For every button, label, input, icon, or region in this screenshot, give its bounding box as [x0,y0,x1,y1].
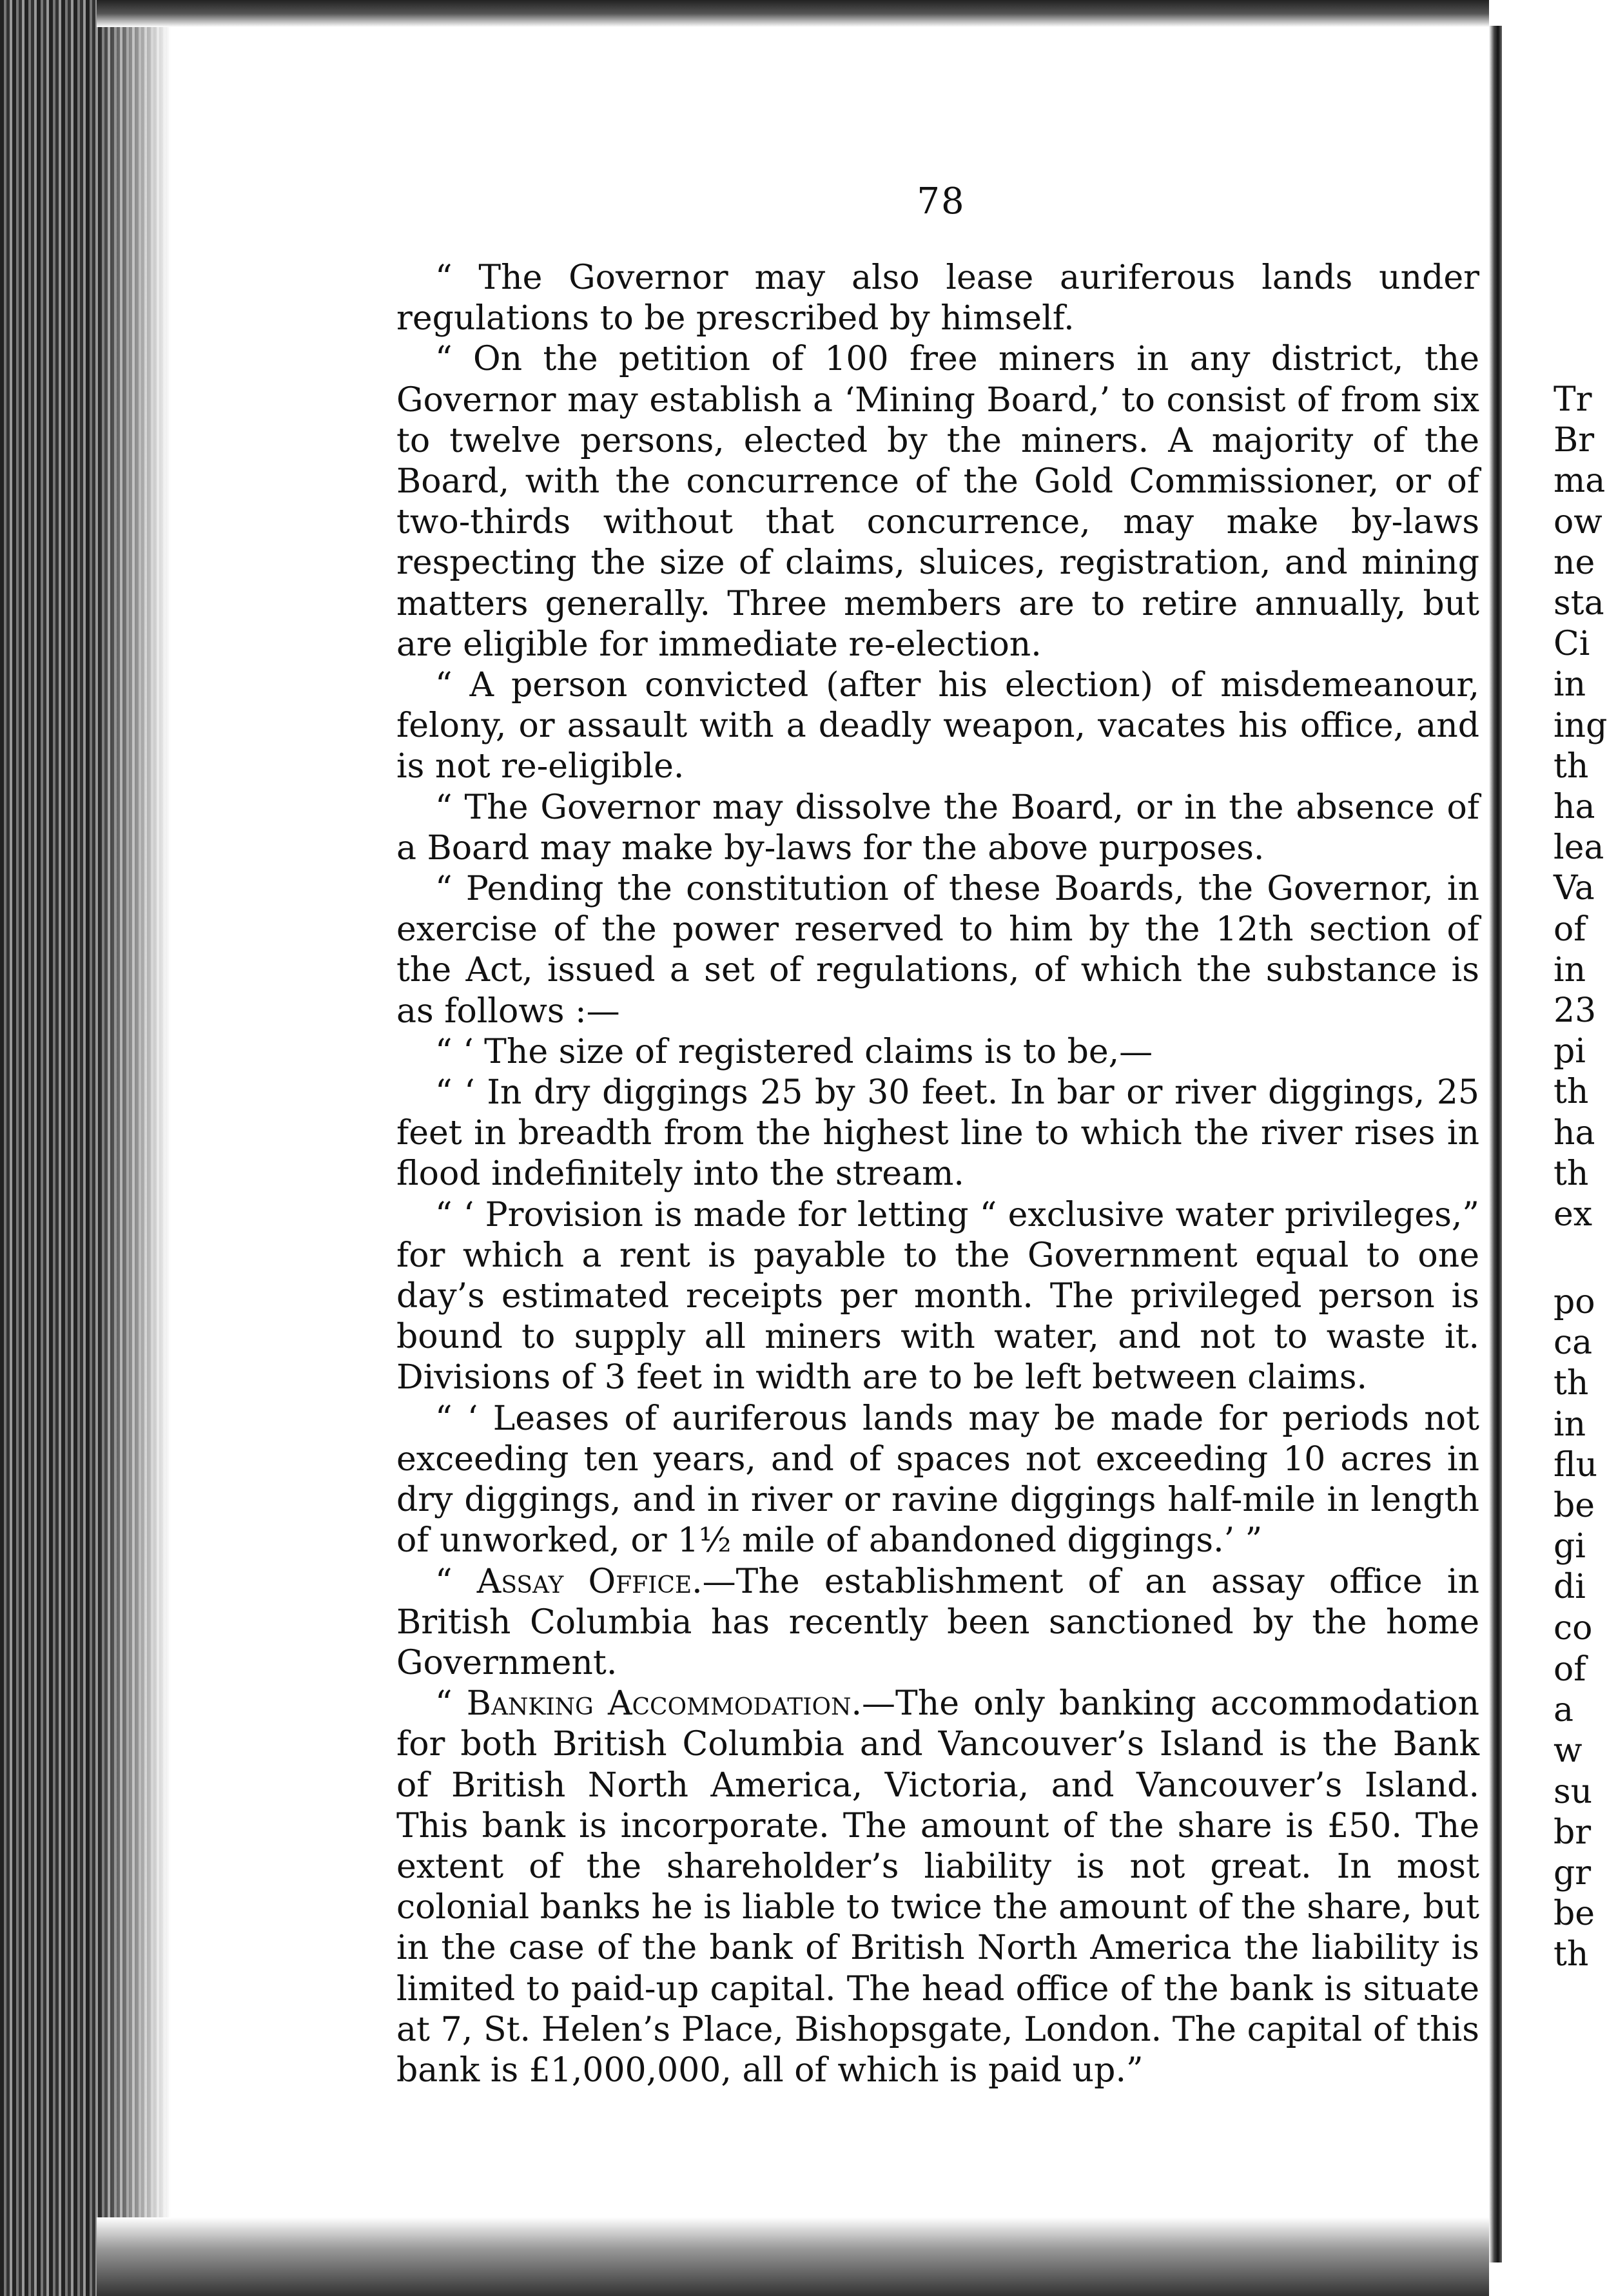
book-gutter [1489,26,1502,2262]
facing-page-fragment: th [1553,1154,1589,1193]
facing-page-margin [1502,0,1607,2296]
facing-page-fragment: su [1553,1772,1593,1811]
facing-page-fragment: ex [1553,1195,1593,1234]
facing-page-fragment: ha [1553,1113,1595,1153]
paragraph: “ ‘ Leases of auriferous lands may be made for periods not exceeding ten years, and of spaces not exceeding 10 acres in dry diggings, and in river or ravine diggings half-mile in length of unworked, or 1½ mile of abandoned diggings.’ ” [396,1399,1479,1561]
facing-page-fragment: 23 [1553,991,1597,1030]
facing-page-fragment: ha [1553,788,1595,826]
facing-page-fragment: Tr [1553,380,1592,419]
facing-page-fragment: a [1553,1691,1574,1730]
facing-page-fragment: Br [1553,421,1595,460]
facing-page-fragment: po [1553,1283,1595,1321]
facing-page-fragment: ca [1553,1323,1593,1363]
facing-page-fragment: in [1553,665,1586,705]
paragraph: “ A person convicted (after his election) of misdemeanour, felony, or assault with a deadly weapon, vacates his office, and is not re-eligible. [396,666,1479,786]
paragraph: “ ‘ In dry diggings 25 by 30 feet. In bar or river diggings, 25 feet in breadth from the highest line to which the river rises in flood indefinitely into the stream. [396,1073,1479,1194]
assay-office-paragraph [396,1562,1479,1684]
facing-page-fragment: di [1553,1568,1586,1607]
banking-text: —The only banking accommodation for both British Columbia and Vancouver’s Island is the Bank of British North America, Victoria, and Vancouver’s Island. This bank is incorporate. The amount of the share is £50. The extent of the shareholder’s liability is not great. In most colonial banks he is liable to twice the amount of the share, but in the case of the bank of British North America the liability is limited to paid-up capital. The head office of the bank is situate at 7, St. Helen’s Place, Bishopsgate, London. The capital of this bank is £1,000,000, all of which is paid up.” [396,1684,1479,2090]
facing-page-fragment: th [1553,1935,1589,1974]
facing-page-fragment: ow [1553,502,1602,541]
paragraph: “ ‘ Provision is made for letting “ exclusive water privileges,” for which a rent is payable to the Government equal to one day’s estimated receipts per month. The privileged person is bound to supply all miners with water, and not to waste it. Divisions of 3 feet in width are to be left between claims. [396,1195,1479,1397]
facing-page-fragment: th [1553,746,1589,786]
facing-page-fragment: th [1553,1364,1589,1403]
paragraph: “ On the petition of 100 free miners in any district, the Governor may establish a ‘Mining Board,’ to consist of from six to twelve persons, elected by the miners. A majority of the Board, with the concurrence of the Gold Commissioner, or of two-thirds without that concurrence, may make by-laws respecting the size of claims, sluices, registration, and mining matters generally. Three members are to retire annually, but are eligible for immediate re-election. [396,340,1479,664]
book-edge-top [97,0,1489,27]
facing-page-fragment: gi [1553,1527,1586,1566]
facing-page-fragment: ma [1553,462,1606,501]
paragraph: “ The Governor may dissolve the Board, or in the absence of a Board may make by-laws for the above purposes. [396,788,1479,868]
facing-page-fragment: w [1553,1731,1583,1771]
facing-page-fragment: of [1553,910,1586,949]
facing-page-fragment: th [1553,1073,1589,1112]
book-edge-bottom [97,2217,1489,2296]
paragraph: “ Pending the constitution of these Boards, the Governor, in exercise of the power reserved to him by the 12th section of the Act, issued a set of regulations, of which the substance is as follows :— [396,870,1479,1031]
facing-page-fragment: Va [1553,869,1595,908]
facing-page-fragment: be [1553,1894,1595,1934]
paragraph: “ ‘ The size of registered claims is to be,— [435,1032,1153,1071]
facing-page-fragment: ne [1553,543,1595,582]
paragraph: “ The Governor may also lease auriferous lands under regulations to be prescribed by himself. [396,258,1479,338]
facing-page-fragment: ing [1553,706,1607,745]
facing-page-fragment: in [1553,950,1586,989]
assay-office-text: —The establishment of an assay office in British Columbia has recently been sanctioned by the home Government. [396,1562,1479,1682]
facing-page-fragment: flu [1553,1445,1598,1484]
banking-heading: “ Banking Accommodation. [435,1684,862,1724]
facing-page-fragment: br [1553,1813,1592,1852]
page-number: 78 [917,180,966,222]
book-edge-fade [97,13,171,2237]
banking-paragraph [396,1684,1479,2091]
facing-page-fragment: of [1553,1650,1586,1689]
facing-page-fragment: in [1553,1405,1586,1444]
facing-page-fragment: gr [1553,1854,1592,1892]
facing-page-fragment: co [1553,1608,1593,1648]
facing-page-fragment: pi [1553,1032,1586,1071]
body-text [396,258,1479,2091]
assay-office-heading: “ Assay Office. [435,1562,703,1601]
facing-page-fragment: sta [1553,584,1604,623]
facing-page-fragment: Ci [1553,625,1590,664]
facing-page-fragment: lea [1553,828,1604,868]
facing-page-fragment: be [1553,1486,1595,1525]
